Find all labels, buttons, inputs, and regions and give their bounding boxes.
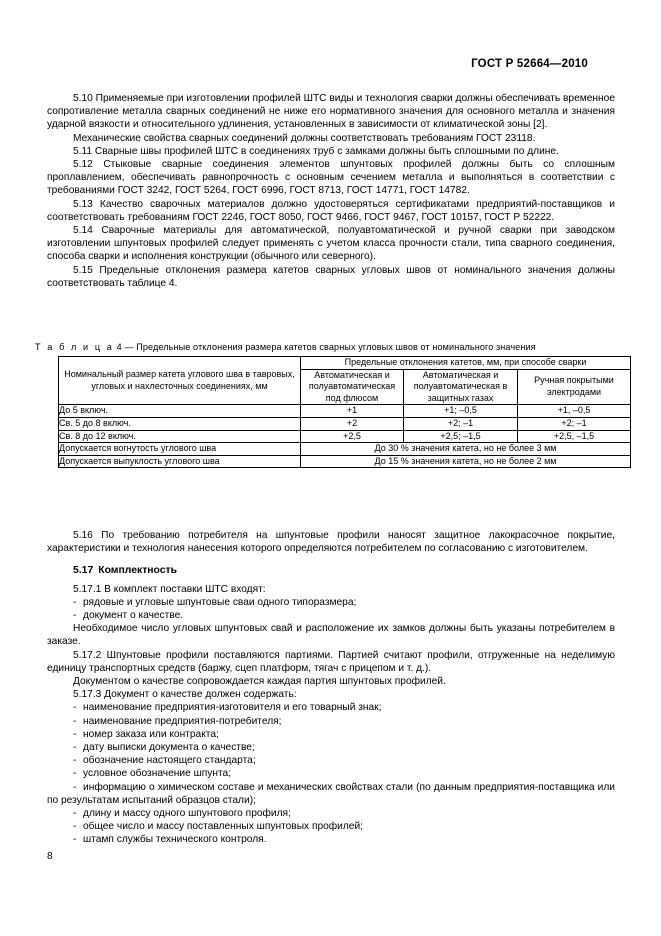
list-item [47,807,615,820]
table-row [59,430,631,443]
cell-manual: +2; –1 [518,417,631,430]
list-item-text: документ о качестве. [83,610,184,622]
dash-marker: - [73,702,77,714]
paragraph-5-17-2-b: Документом о качестве сопровождается каждая партия шпунтовых профилей. [73,676,446,688]
list-item-text: наименование предприятия-изготовителя и его товарный знак; [83,702,382,714]
cell-auto-gas: +2,5; –1,5 [404,430,518,443]
list-item-text: общее число и массу поставленных шпунтовых профилей; [83,821,363,833]
paragraph-5-17-1: 5.17.1 В комплект поставки ШТС входят: [73,583,266,595]
list-item [47,754,615,767]
paragraph-5-17-1-b: Необходимое число угловых шпунтовых свай и расположение их замков должны быть указаны потребителем в заказе. [47,623,615,648]
cell-auto-gas: +2; –1 [404,417,518,430]
list-item-text: дату выписки документа о качестве; [83,742,255,754]
cell-span-value: До 30 % значения катета, но не более 3 мм [301,443,631,456]
table-4-caption [35,342,536,352]
cell-manual: +1, –0,5 [518,405,631,418]
paragraph-5-13: 5.13 Качество сварочных материалов должно удостоверяться сертификатами предприятий-поставщиков и соответствовать требованиям ГОСТ 2246, ГОСТ 8050, ГОСТ 9466, ГОСТ 9467, ГОСТ 10157, ГОСТ Р 52222. [47,198,615,223]
list-item-text: информацию о химическом составе и механических свойствах стали (по данным предприятия-поставщика или по результатам испытаний образцов стали); [47,781,615,806]
dash-marker: - [73,768,77,780]
list-5-17-3 [47,701,615,846]
table-header-col1: Номинальный размер катета углового шва в тавровых, угловых и нахлесточных соединениях, мм [59,357,301,405]
document-body [47,92,615,290]
list-item [47,741,615,754]
paragraph-5-11: 5.11 Сварные швы профилей ШТС в соединениях труб с замками должны быть сплошными по длине. [73,145,559,157]
table-header-col2: Автоматическая и полуавтоматическая под флюсом [301,369,404,405]
paragraph-5-17-2: 5.17.2 Шпунтовые профили поставляются партиями. Партией считают профили, отгруженные на неделимую единицу транспортных средств (баржу, сцеп платформ, тягач с прицепом и т. д.). [47,649,615,674]
list-item [47,781,615,807]
list-item [47,728,615,741]
table-row [59,455,631,468]
list-item-text: длину и массу одного шпунтового профиля; [83,808,291,820]
section-number: 5.17 [73,565,94,577]
section-title: Комплектность [98,565,178,577]
dash-marker: - [73,834,77,846]
table-header-span: Предельные отклонения катетов, мм, при способе сварки [301,357,631,370]
list-item [47,820,615,833]
table-header-col4: Ручная покрытыми электродами [518,369,631,405]
paragraph-5-12: 5.12 Стыковые сварные соединения элементов шпунтовых профилей должны быть со сплошным проплавлением, обеспечивать равнопрочность с основным сечением металла и выполняться в соответствии с требованиями ГОСТ 3242, ГОСТ 5264, ГОСТ 6996, ГОСТ 8713, ГОСТ 14771, ГОСТ 14782. [47,159,615,197]
table-header-row-1 [59,357,631,370]
cell-auto-gas: +1; –0,5 [404,405,518,418]
list-item-text: номер заказа или контракта; [83,728,219,740]
list-item-text: штамп службы технического контроля. [83,834,267,846]
list-item [47,833,615,846]
dash-marker: - [73,742,77,754]
table-row [59,417,631,430]
list-item [47,715,615,728]
list-item-text: рядовые и угловые шпунтовые сваи одного типоразмера; [83,596,357,608]
cell-auto-flux: +1 [301,405,404,418]
paragraph-5-10-b: Механические свойства сварных соединений должны соответствовать требованиям ГОСТ 23118. [73,132,536,144]
table-caption-number: 4 [116,342,122,352]
list-item [47,701,615,714]
list-item-text: условное обозначение шпунта; [83,768,232,780]
paragraph-5-10: 5.10 Применяемые при изготовлении профилей ШТС виды и технология сварки должны обеспечивать временное сопротивление металла сварных соединений не ниже его нормативного значения для основного металла и значения ударной вязкости и относительного удлинения, установленных в зависимости от климатической зоны [2]. [47,93,615,131]
paragraph-5-14: 5.14 Сварочные материалы для автоматической, полуавтоматической и ручной сварки при заводском изготовлении шпунтовых профилей следует применять с учетом класса прочности стали, типа сварного соединения, способа сварки и исполнения конструкции (обычного или северного). [47,225,615,263]
row-label: Допускается выпуклость углового шва [59,455,301,468]
cell-span-value: До 15 % значения катета, но не более 2 мм [301,455,631,468]
list-5-17-1 [47,596,615,622]
paragraph-5-17-3: 5.17.3 Документ о качестве должен содержать: [73,689,297,701]
table-caption-label: Т а б л и ц а [35,342,114,352]
running-head: ГОСТ Р 52664—2010 [471,58,588,70]
table-row [59,443,631,456]
row-label: До 5 включ. [59,405,301,418]
paragraph-5-16: 5.16 По требованию потребителя на шпунтовые профили наносят защитное лакокрасочное покрытие, характеристики и технология нанесения которого определяются потребителем по согласованию с изготовителем. [47,530,615,555]
table-caption-text: Предельные отклонения размера катетов сварных угловых швов от номинального значения [136,342,536,352]
dash-marker: - [73,728,77,740]
dash-marker: - [73,781,77,793]
list-item-text: наименование предприятия-потребителя; [83,715,282,727]
table-caption-dash: — [124,342,134,352]
section-heading-5-17 [47,564,615,577]
paragraph-5-15: 5.15 Предельные отклонения размера катетов сварных угловых швов от номинального значения должны соответствовать таблице 4. [47,264,615,289]
cell-auto-flux: +2,5 [301,430,404,443]
list-item-text: обозначение настоящего стандарта; [83,755,256,767]
list-item [47,609,615,622]
table-header-col3: Автоматическая и полуавтоматическая в защитных газах [404,369,518,405]
dash-marker: - [73,755,77,767]
cell-auto-flux: +2 [301,417,404,430]
list-item [47,767,615,780]
dash-marker: - [73,808,77,820]
page-number: 8 [47,851,53,862]
table-4 [58,356,631,468]
table-row [59,405,631,418]
dash-marker: - [73,610,77,622]
row-label: Св. 5 до 8 включ. [59,417,301,430]
document-body-lower [47,529,615,847]
dash-marker: - [73,715,77,727]
list-item [47,596,615,609]
row-label: Св. 8 до 12 включ. [59,430,301,443]
row-label: Допускается вогнутость углового шва [59,443,301,456]
dash-marker: - [73,596,77,608]
dash-marker: - [73,821,77,833]
cell-manual: +2,5, –1,5 [518,430,631,443]
